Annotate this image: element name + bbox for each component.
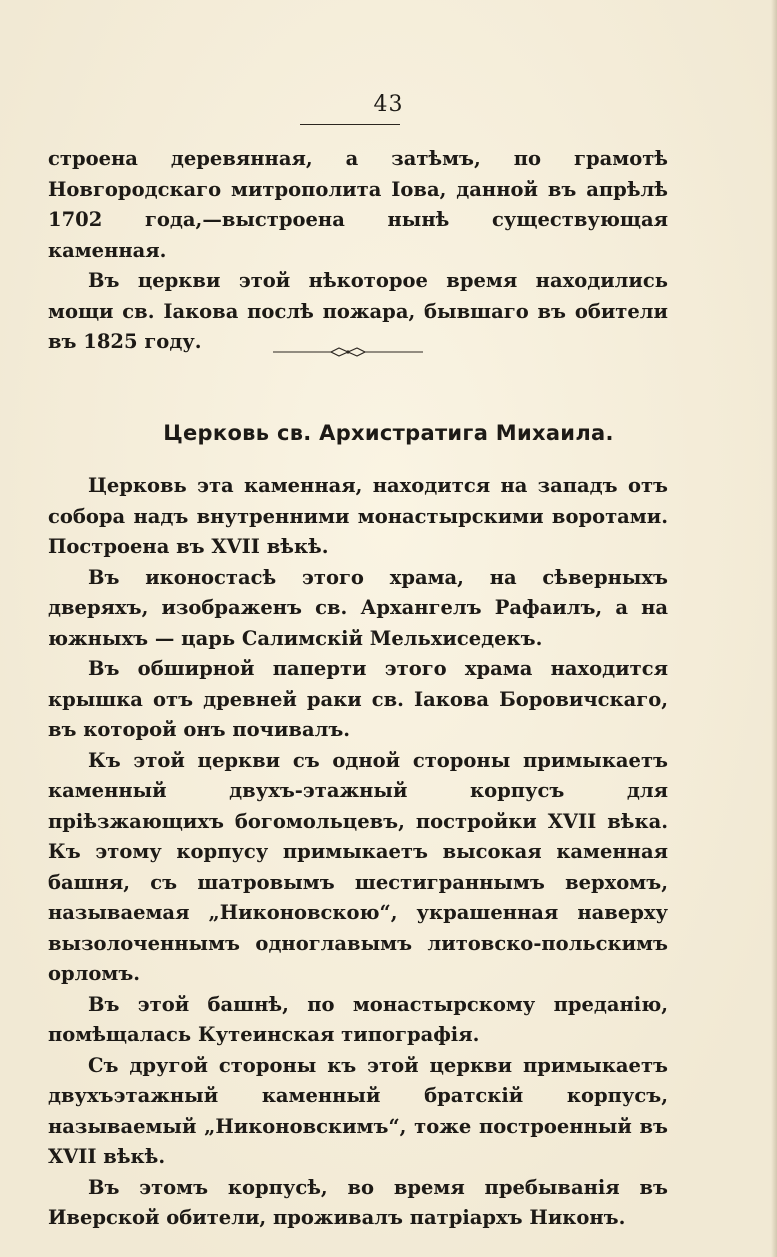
paragraph: Въ иконостасѣ этого храма, на сѣверныхъ дверяхъ, изображенъ св. Архангелъ Рафаилъ, а на южныхъ — царь Салимскій Мельхиседекъ.	[48, 565, 668, 650]
paragraph: строена деревянная, а затѣмъ, по грамотѣ Новгородскаго митрополита Іова, данной въ апрѣлѣ 1702 года,—выстроена нынѣ существующая каменная.	[48, 147, 668, 262]
paragraph: Въ обширной паперти этого храма находится крышка отъ древней раки св. Іакова Боровичскаго, въ которой онъ почивалъ.	[48, 657, 668, 741]
paragraph: Въ этомъ корпусѣ, во время пребыванія въ Иверской обители, проживалъ патріархъ Никонъ.	[48, 1175, 668, 1229]
section-heading: Церковь св. Архистратига Михаила.	[163, 421, 614, 445]
page-number: 43	[373, 92, 404, 117]
section-divider-ornament	[273, 344, 423, 360]
main-text-block	[48, 471, 668, 1234]
paragraph: Въ церкви этой нѣкоторое время находились мощи св. Іакова послѣ пожара, бывшаго въ обители въ 1825 году.	[48, 269, 668, 353]
paragraph: Въ этой башнѣ, по монастырскому преданію, помѣщалась Кутеинская типографія.	[48, 992, 668, 1046]
top-text-block	[48, 144, 668, 358]
paragraph: Церковь эта каменная, находится на западъ отъ собора надъ внутренними монастырскими воротами. Построена въ XVII вѣкѣ.	[48, 474, 668, 558]
page-edge-shadow	[771, 0, 777, 1257]
paragraph: Съ другой стороны къ этой церкви примыкаетъ двухъэтажный каменный братскій корпусъ, называемый „Никоновскимъ“, тоже построенный въ XVII вѣкѣ.	[48, 1053, 668, 1168]
page-number-rule	[300, 124, 400, 125]
paragraph: Къ этой церкви съ одной стороны примыкаетъ каменный двухъ-этажный корпусъ для пріѣзжающихъ богомольцевъ, постройки XVII вѣка. Къ этому корпусу примыкаетъ высокая каменная башня, съ шатровымъ шестиграннымъ верхомъ, называемая „Никоновскою“, украшенная наверху вызолоченнымъ одноглавымъ литовско-польскимъ орломъ.	[48, 748, 668, 985]
